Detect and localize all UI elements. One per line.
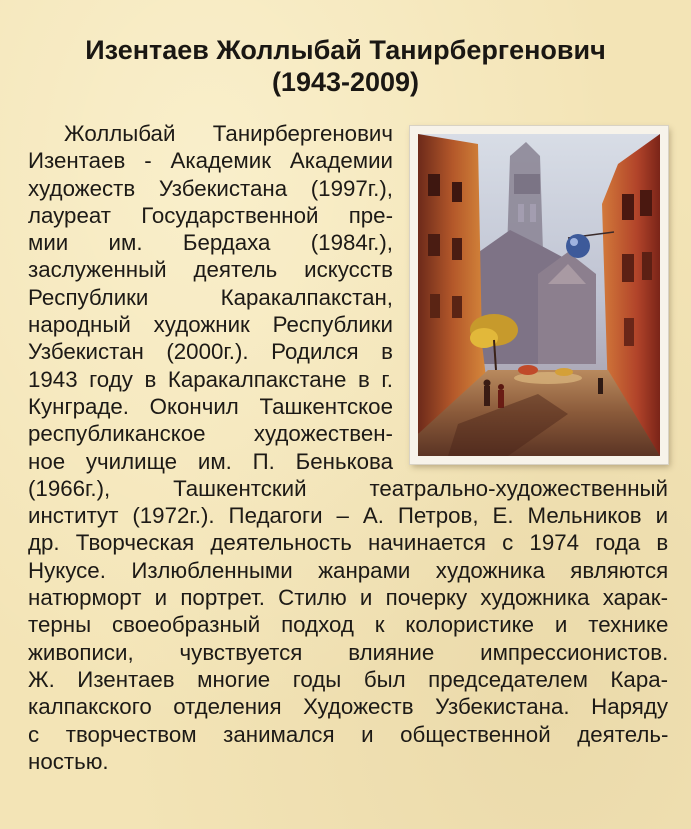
text-line: республиканское художествен- xyxy=(28,421,393,447)
text-line: калпакского отделения Художеств Узбекистана. Наряду xyxy=(28,694,668,720)
text-line: с творчеством занимался и общественной деятель- xyxy=(28,721,669,747)
text-line: художеств Узбекистана (1997г.), xyxy=(28,175,393,201)
text-line: мии им. Бердаха (1984г.), xyxy=(28,230,393,256)
text-line: натюрморт и портрет. Стилю и почерку художника харак- xyxy=(28,585,668,611)
text-line: Республики Каракалпакстан, xyxy=(28,284,393,310)
title-name: Изентаев Жоллыбай Танирбергенович xyxy=(85,35,606,65)
text-line: Узбекистан (2000г.). Родился в xyxy=(28,339,393,365)
text-line: Ж. Изентаев многие годы был председателем Кара- xyxy=(28,666,669,692)
text-line: (1966г.), Ташкентский театрально-художественный xyxy=(28,475,668,501)
page-title xyxy=(0,34,691,98)
text-line: живописи, чувствуется влияние импрессионистов. xyxy=(28,639,669,665)
text-line: лауреат Государственной пре- xyxy=(28,202,393,228)
biography-text xyxy=(28,120,668,775)
text-line: ное училище им. П. Бенькова xyxy=(28,448,393,474)
text-line: Жоллыбай Танирбергенович xyxy=(64,121,393,146)
text-line: Изентаев - Академик Академии xyxy=(28,148,393,174)
text-line: заслуженный деятель искусств xyxy=(28,257,393,283)
text-line: народный художник Республики xyxy=(28,312,393,338)
title-years: (1943-2009) xyxy=(271,67,420,97)
text-line: 1943 году в Каракалпакстане в г. xyxy=(28,366,393,392)
text-line: ностью. xyxy=(28,748,109,774)
text-line: терны своеобразный подход к колористике и технике xyxy=(28,612,669,638)
text-line: др. Творческая деятельность начинается с 1974 года в xyxy=(28,530,669,556)
text-line: институт (1972г.). Педагоги – А. Петров, Е. Мельников и xyxy=(28,503,669,529)
text-line: Нукусе. Излюбленными жанрами художника являются xyxy=(28,557,669,583)
text-line: Кунграде. Окончил Ташкентское xyxy=(28,393,393,419)
